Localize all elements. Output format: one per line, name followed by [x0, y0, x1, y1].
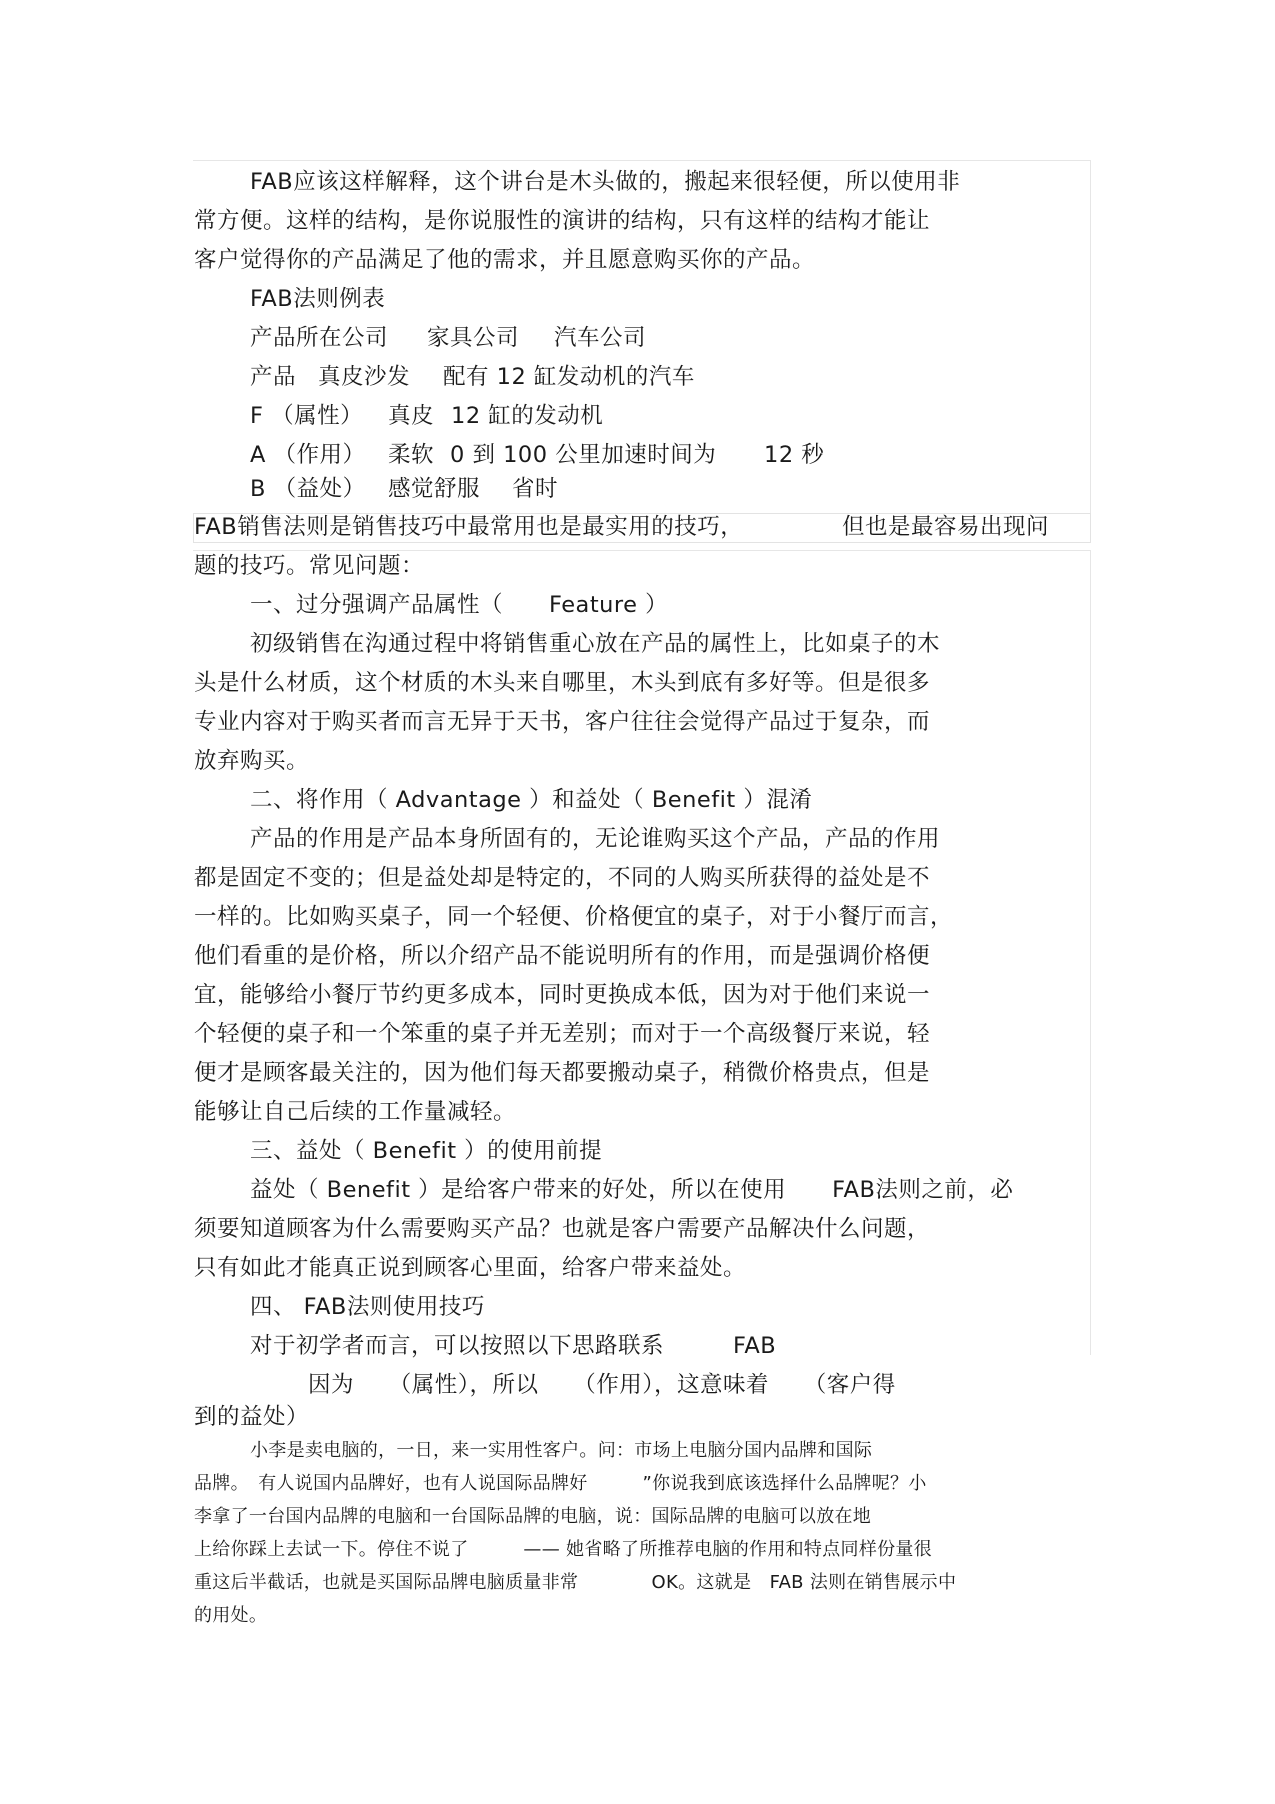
table-cell: 12 缸的发动机	[451, 403, 604, 429]
table-cell: 省时	[512, 476, 559, 502]
body-line: 初级销售在沟通过程中将销售重心放在产品的属性上，比如桌子的木	[250, 631, 941, 657]
table-cell: 柔软	[388, 442, 435, 468]
table-cell: 真皮沙发	[318, 364, 411, 390]
example-line: 小李是卖电脑的，一日，来一实用性客户。问：市场上电脑分国内品牌和国际	[250, 1440, 873, 1461]
body-line: 宜，能够给小餐厅节约更多成本，同时更换成本低，因为对于他们来说一	[194, 982, 931, 1008]
summary-line: 但也是最容易出现问	[842, 514, 1050, 540]
table-cell: 感觉舒服	[388, 476, 481, 502]
example-line: 李拿了一台国内品牌的电脑和一台国际品牌的电脑，说：国际品牌的电脑可以放在地	[194, 1506, 872, 1527]
table-cell: 12 秒	[764, 442, 825, 468]
summary-line: FAB销售法则是销售技巧中最常用也是最实用的技巧，	[194, 514, 744, 540]
table-cell: F （属性）	[250, 403, 364, 429]
body-line: 因为 （属性），所以 （作用），这意味着 （客户得	[308, 1372, 896, 1398]
body-line: 到的益处）	[194, 1404, 310, 1430]
body-line: 放弃购买。	[194, 748, 310, 774]
body-line: 头是什么材质，这个材质的木头来自哪里，木头到底有多好等。但是很多	[194, 670, 931, 696]
summary-line: 题的技巧。常见问题：	[194, 553, 425, 579]
example-line: 的用处。	[194, 1605, 268, 1626]
body-line: 一样的。比如购买桌子，同一个轻便、价格便宜的桌子，对于小餐厅而言，	[194, 904, 954, 930]
body-line: 个轻便的桌子和一个笨重的桌子并无差别；而对于一个高级餐厅来说，轻	[194, 1021, 931, 1047]
body-line: 能够让自己后续的工作量减轻。	[194, 1099, 517, 1125]
body-line: 益处（ Benefit ）是给客户带来的好处，所以在使用 FAB法则之前，必	[250, 1177, 1014, 1203]
table-cell: B （益处）	[250, 476, 366, 502]
table-cell: 真皮	[388, 403, 435, 429]
section-heading: 二、将作用（ Advantage ）和益处（ Benefit ）混淆	[250, 787, 813, 813]
table-cell: 产品	[250, 364, 297, 390]
body-line: 只有如此才能真正说到顾客心里面，给客户带来益处。	[194, 1255, 747, 1281]
table-cell: 家具公司	[427, 325, 520, 351]
table-cell: 配有 12 缸发动机的汽车	[443, 364, 695, 390]
table-title: FAB法则例表	[250, 286, 386, 312]
section-heading: 一、过分强调产品属性（ Feature ）	[250, 592, 669, 618]
section-heading: 四、 FAB法则使用技巧	[250, 1294, 485, 1320]
table-cell: A （作用）	[250, 442, 366, 468]
body-line: 便才是顾客最关注的，因为他们每天都要搬动桌子，稍微价格贵点，但是	[194, 1060, 931, 1086]
section-heading: 三、益处（ Benefit ）的使用前提	[250, 1138, 603, 1164]
body-line: 产品的作用是产品本身所固有的，无论谁购买这个产品，产品的作用	[250, 826, 941, 852]
body-line: 都是固定不变的；但是益处却是特定的，不同的人购买所获得的益处是不	[194, 865, 931, 891]
intro-line: 客户觉得你的产品满足了他的需求，并且愿意购买你的产品。	[194, 247, 816, 273]
example-line: 品牌。 有人说国内品牌好，也有人说国际品牌好 ”你说我到底该选择什么品牌呢？小	[194, 1473, 927, 1494]
body-line: 对于初学者而言，可以按照以下思路联系 FAB	[250, 1333, 777, 1359]
example-line: 上给你踩上去试一下。停住不说了 —— 她省略了所推荐电脑的作用和特点同样份量很	[194, 1539, 933, 1560]
body-line: 他们看重的是价格，所以介绍产品不能说明所有的作用，而是强调价格便	[194, 943, 931, 969]
example-line: 重这后半截话，也就是买国际品牌电脑质量非常 OK。这就是 FAB 法则在销售展示中	[194, 1572, 957, 1593]
intro-line: FAB应该这样解释，这个讲台是木头做的，搬起来很轻便，所以使用非	[250, 169, 961, 195]
table-cell: 0 到 100 公里加速时间为	[450, 442, 717, 468]
intro-line: 常方便。这样的结构，是你说服性的演讲的结构，只有这样的结构才能让	[194, 208, 931, 234]
table-cell: 产品所在公司	[250, 325, 389, 351]
table-cell: 汽车公司	[554, 325, 647, 351]
body-line: 专业内容对于购买者而言无异于天书，客户往往会觉得产品过于复杂，而	[194, 709, 931, 735]
body-line: 须要知道顾客为什么需要购买产品？也就是客户需要产品解决什么问题，	[194, 1216, 931, 1242]
